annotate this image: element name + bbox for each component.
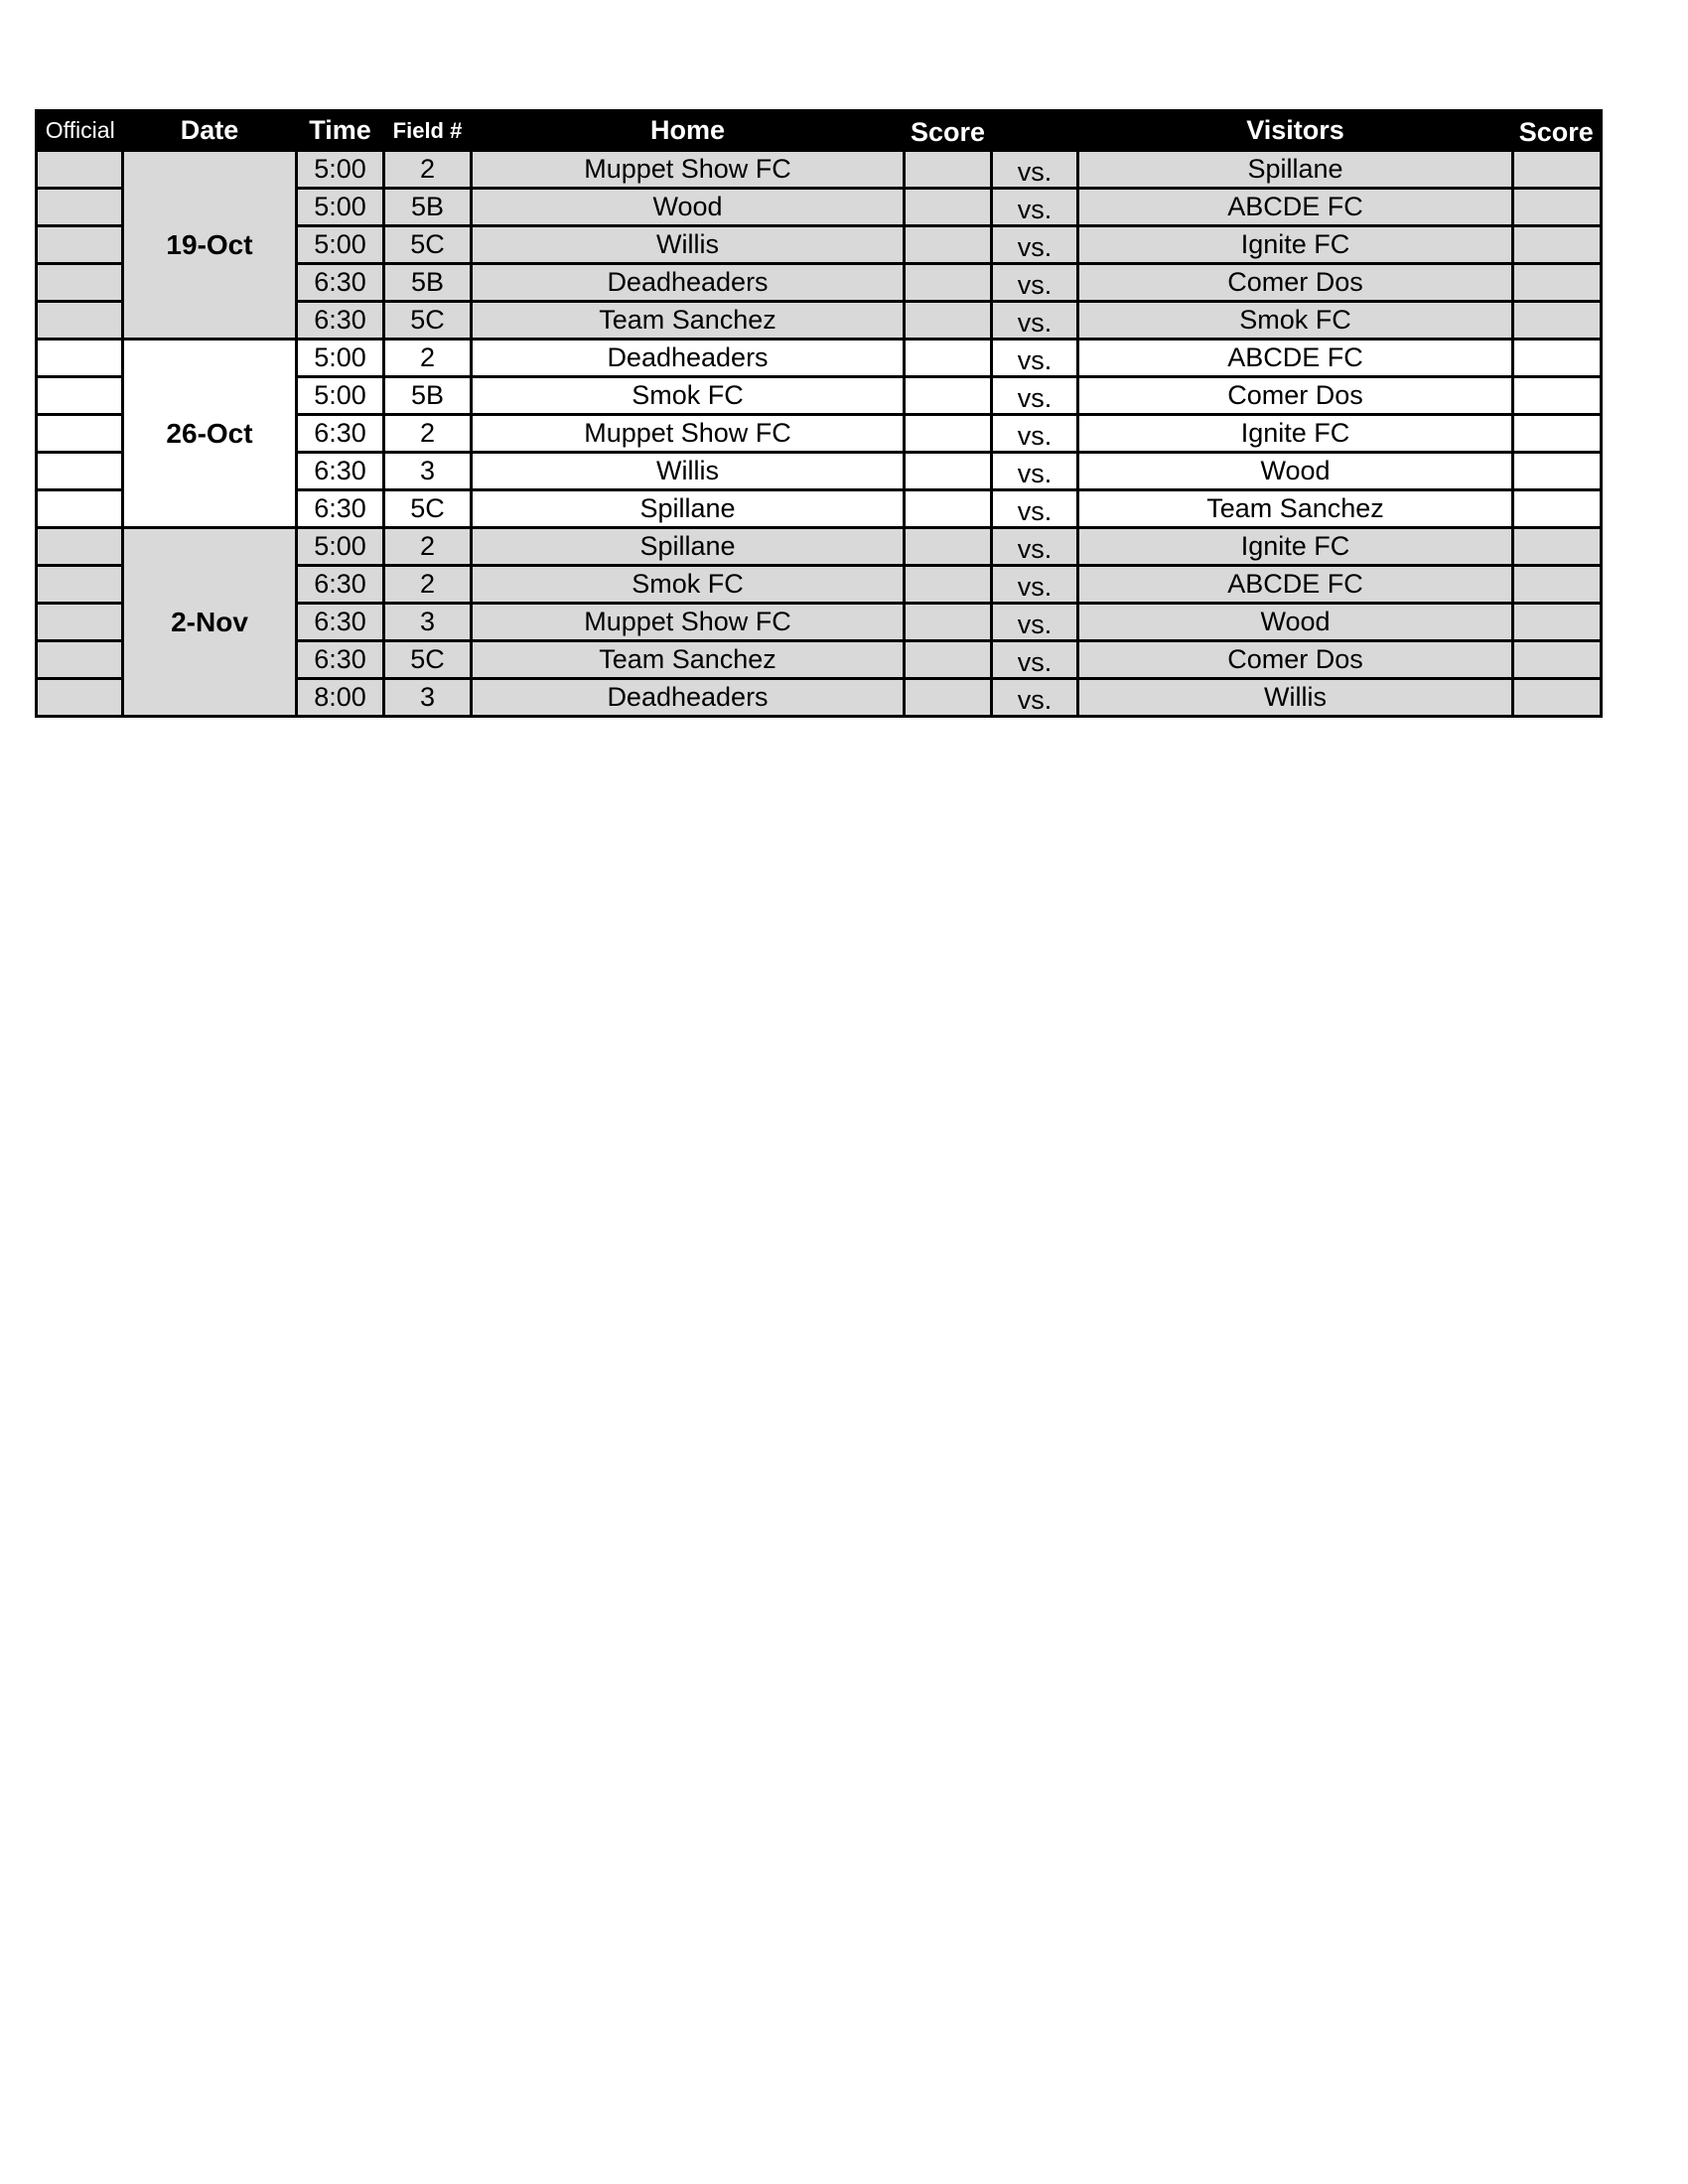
vs-cell: vs. [992,453,1078,490]
vs-cell: vs. [992,641,1078,679]
home-score-cell[interactable] [905,679,992,717]
home-score-cell[interactable] [905,302,992,340]
header-row [37,111,1602,151]
home-score-cell[interactable] [905,566,992,604]
time-cell: 8:00 [297,679,384,717]
visitor-score-cell[interactable] [1513,189,1602,226]
vs-cell: vs. [992,566,1078,604]
vs-cell: vs. [992,226,1078,264]
visitor-team-cell: Willis [1078,679,1513,717]
home-team-cell: Muppet Show FC [472,604,905,641]
home-score-cell[interactable] [905,641,992,679]
visitor-team-cell: Comer Dos [1078,641,1513,679]
home-score-cell[interactable] [905,528,992,566]
official-cell[interactable] [37,679,123,717]
week-group [37,151,1602,340]
home-team-cell: Willis [472,226,905,264]
home-score-cell[interactable] [905,151,992,189]
header-date: Date [123,111,297,151]
official-cell[interactable] [37,604,123,641]
visitor-team-cell: ABCDE FC [1078,340,1513,377]
field-cell: 2 [384,566,472,604]
visitor-team-cell: Wood [1078,604,1513,641]
header-home-score: Score [905,111,992,151]
visitor-score-cell[interactable] [1513,302,1602,340]
home-score-cell[interactable] [905,453,992,490]
home-team-cell: Muppet Show FC [472,151,905,189]
field-cell: 3 [384,679,472,717]
field-cell: 2 [384,151,472,189]
schedule-table [35,109,1603,718]
home-score-cell[interactable] [905,377,992,415]
official-cell[interactable] [37,377,123,415]
vs-cell: vs. [992,490,1078,528]
visitor-score-cell[interactable] [1513,490,1602,528]
home-team-cell: Wood [472,189,905,226]
home-team-cell: Smok FC [472,377,905,415]
field-cell: 5C [384,490,472,528]
field-cell: 2 [384,415,472,453]
vs-cell: vs. [992,528,1078,566]
home-score-cell[interactable] [905,264,992,302]
time-cell: 5:00 [297,189,384,226]
time-cell: 6:30 [297,264,384,302]
official-cell[interactable] [37,453,123,490]
vs-cell: vs. [992,604,1078,641]
official-cell[interactable] [37,641,123,679]
field-cell: 5B [384,377,472,415]
visitor-team-cell: Ignite FC [1078,415,1513,453]
field-cell: 5C [384,641,472,679]
home-score-cell[interactable] [905,490,992,528]
vs-cell: vs. [992,264,1078,302]
header-visitors: Visitors [1078,111,1513,151]
home-score-cell[interactable] [905,189,992,226]
time-cell: 5:00 [297,377,384,415]
home-team-cell: Team Sanchez [472,641,905,679]
table-row [37,151,1602,189]
time-cell: 6:30 [297,641,384,679]
visitor-score-cell[interactable] [1513,528,1602,566]
visitor-team-cell: Spillane [1078,151,1513,189]
home-team-cell: Willis [472,453,905,490]
visitor-score-cell[interactable] [1513,151,1602,189]
visitor-score-cell[interactable] [1513,679,1602,717]
field-cell: 3 [384,453,472,490]
home-team-cell: Team Sanchez [472,302,905,340]
home-team-cell: Deadheaders [472,264,905,302]
vs-cell: vs. [992,415,1078,453]
home-team-cell: Muppet Show FC [472,415,905,453]
home-score-cell[interactable] [905,226,992,264]
time-cell: 6:30 [297,453,384,490]
visitor-team-cell: ABCDE FC [1078,189,1513,226]
home-team-cell: Deadheaders [472,340,905,377]
home-team-cell: Smok FC [472,566,905,604]
official-cell[interactable] [37,566,123,604]
field-cell: 5C [384,302,472,340]
vs-cell: vs. [992,340,1078,377]
visitor-team-cell: Comer Dos [1078,264,1513,302]
vs-cell: vs. [992,189,1078,226]
header-visitors-score: Score [1513,111,1602,151]
home-score-cell[interactable] [905,415,992,453]
home-team-cell: Spillane [472,528,905,566]
home-team-cell: Spillane [472,490,905,528]
time-cell: 5:00 [297,226,384,264]
visitor-score-cell[interactable] [1513,340,1602,377]
official-cell[interactable] [37,189,123,226]
official-cell[interactable] [37,340,123,377]
time-cell: 6:30 [297,490,384,528]
time-cell: 6:30 [297,566,384,604]
time-cell: 6:30 [297,415,384,453]
date-cell: 26-Oct [123,340,297,528]
time-cell: 5:00 [297,340,384,377]
header-field: Field # [384,111,472,151]
table-row [37,340,1602,377]
official-cell[interactable] [37,264,123,302]
visitor-team-cell: Comer Dos [1078,377,1513,415]
visitor-score-cell[interactable] [1513,226,1602,264]
visitor-team-cell: ABCDE FC [1078,566,1513,604]
table-row [37,528,1602,566]
visitor-team-cell: Wood [1078,453,1513,490]
visitor-score-cell[interactable] [1513,415,1602,453]
visitor-score-cell[interactable] [1513,566,1602,604]
vs-cell: vs. [992,302,1078,340]
official-cell[interactable] [37,528,123,566]
vs-cell: vs. [992,377,1078,415]
official-cell[interactable] [37,415,123,453]
visitor-team-cell: Ignite FC [1078,528,1513,566]
date-cell: 19-Oct [123,151,297,340]
header-time: Time [297,111,384,151]
official-cell[interactable] [37,151,123,189]
time-cell: 6:30 [297,302,384,340]
time-cell: 5:00 [297,151,384,189]
visitor-team-cell: Ignite FC [1078,226,1513,264]
visitor-score-cell[interactable] [1513,453,1602,490]
field-cell: 5C [384,226,472,264]
field-cell: 5B [384,264,472,302]
date-cell: 2-Nov [123,528,297,717]
field-cell: 2 [384,528,472,566]
time-cell: 6:30 [297,604,384,641]
week-group [37,528,1602,717]
visitor-score-cell[interactable] [1513,641,1602,679]
header-home: Home [472,111,905,151]
visitor-score-cell[interactable] [1513,377,1602,415]
visitor-score-cell[interactable] [1513,264,1602,302]
visitor-score-cell[interactable] [1513,604,1602,641]
field-cell: 5B [384,189,472,226]
vs-cell: vs. [992,151,1078,189]
home-team-cell: Deadheaders [472,679,905,717]
field-cell: 2 [384,340,472,377]
header-official: Official [37,111,123,151]
visitor-team-cell: Smok FC [1078,302,1513,340]
table-header [37,111,1602,151]
vs-cell: vs. [992,679,1078,717]
official-cell[interactable] [37,302,123,340]
home-score-cell[interactable] [905,340,992,377]
time-cell: 5:00 [297,528,384,566]
official-cell[interactable] [37,490,123,528]
visitor-team-cell: Team Sanchez [1078,490,1513,528]
official-cell[interactable] [37,226,123,264]
field-cell: 3 [384,604,472,641]
header-vs [992,111,1078,151]
home-score-cell[interactable] [905,604,992,641]
week-group [37,340,1602,528]
